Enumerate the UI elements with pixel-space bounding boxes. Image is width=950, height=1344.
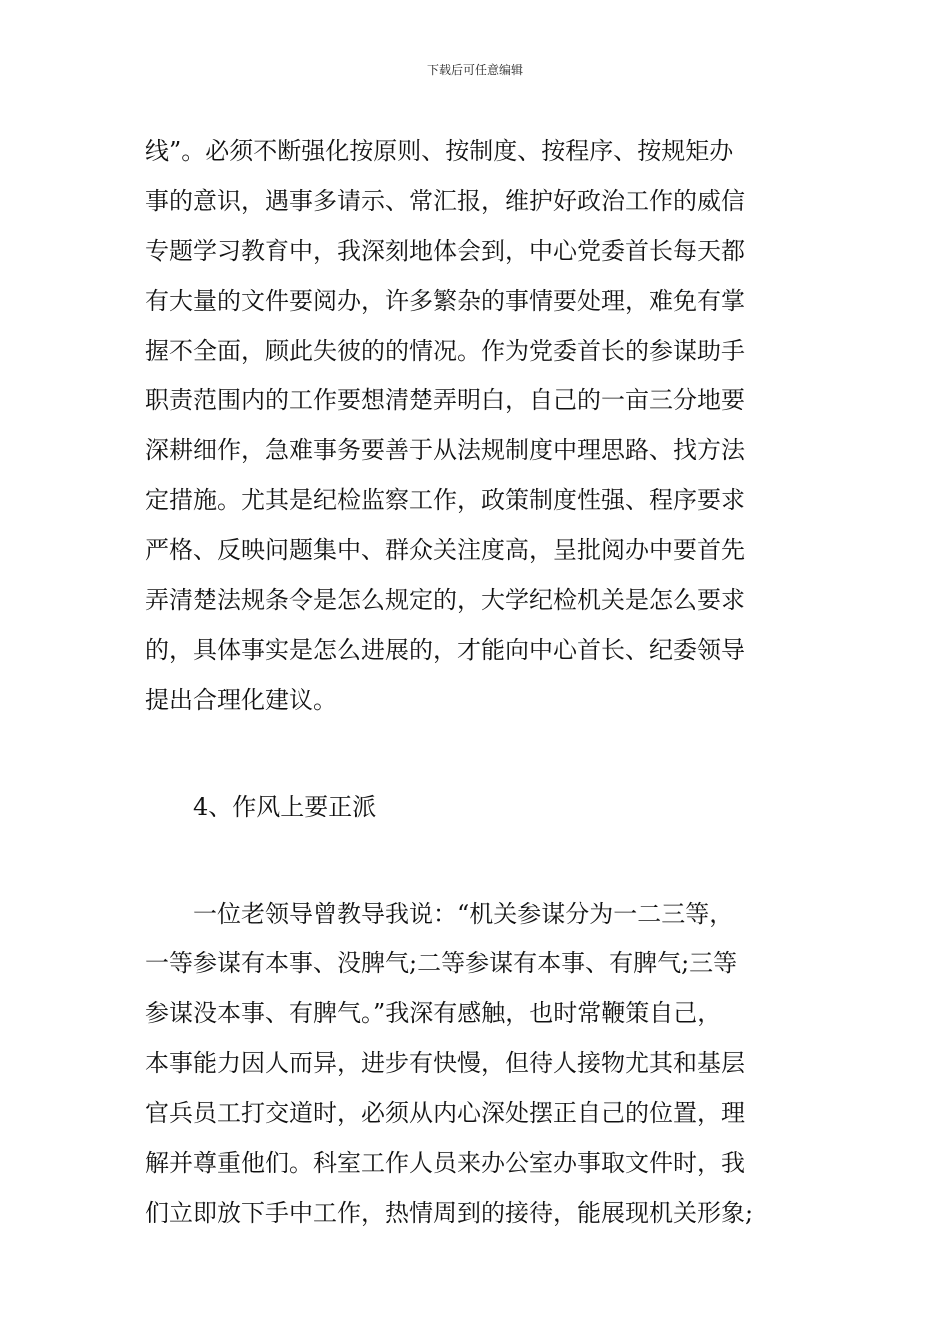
paragraph-1-line: 事的意识，遇事多请示、常汇报，维护好政治工作的威信	[145, 186, 745, 215]
paragraph-2-line: 一等参谋有本事、没脾气;二等参谋有本事、有脾气;三等	[145, 949, 738, 978]
section-heading: 4、作风上要正派	[193, 792, 377, 821]
paragraph-1-line: 握不全面，顾此失彼的的情况。作为党委首长的参谋助手	[145, 336, 745, 365]
paragraph-1	[145, 127, 810, 726]
document-body	[145, 127, 810, 1239]
paragraph-2-line: 本事能力因人而异，进步有快慢，但待人接物尤其和基层	[145, 1049, 745, 1078]
paragraph-1-line: 的，具体事实是怎么进展的，才能向中心首长、纪委领导	[145, 635, 745, 664]
paragraph-2	[145, 890, 810, 1239]
paragraph-1-line: 定措施。尤其是纪检监察工作，政策制度性强、程序要求	[145, 486, 745, 515]
paragraph-2-line: 一位老领导曾教导我说：“机关参谋分为一二三等，	[193, 899, 734, 928]
paragraph-1-line: 有大量的文件要阅办，许多繁杂的事情要处理，难免有掌	[145, 286, 745, 315]
paragraph-1-line: 专题学习教育中，我深刻地体会到，中心党委首长每天都	[145, 236, 745, 265]
paragraph-2-line: 参谋没本事、有脾气。”我深有感触，也时常鞭策自己，	[145, 999, 722, 1028]
paragraph-2-line: 们立即放下手中工作，热情周到的接待，能展现机关形象;	[145, 1198, 754, 1227]
paragraph-1-line: 严格、反映问题集中、群众关注度高，呈批阅办中要首先	[145, 536, 745, 565]
paragraph-1-line: 提出合理化建议。	[145, 685, 337, 714]
paragraph-2-line: 解并尊重他们。科室工作人员来办公室办事取文件时，我	[145, 1149, 745, 1178]
page-header-note: 下载后可任意编辑	[426, 63, 523, 77]
paragraph-1-line: 深耕细作，急难事务要善于从法规制度中理思路、找方法	[145, 436, 745, 465]
paragraph-1-line: 职责范围内的工作要想清楚弄明白，自己的一亩三分地要	[145, 386, 745, 415]
paragraph-1-line: 线”。必须不断强化按原则、按制度、按程序、按规矩办	[145, 137, 734, 165]
paragraph-1-line: 弄清楚法规条令是怎么规定的，大学纪检机关是怎么要求	[145, 586, 745, 615]
paragraph-2-line: 官兵员工打交道时，必须从内心深处摆正自己的位置，理	[145, 1099, 745, 1128]
